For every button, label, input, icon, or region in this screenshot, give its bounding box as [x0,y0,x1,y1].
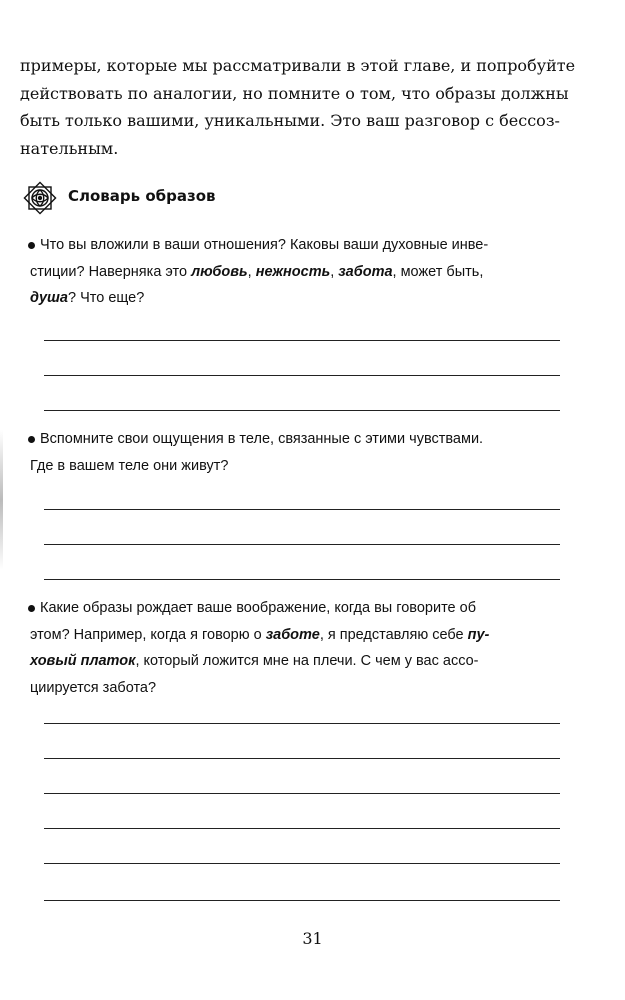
question-1 [30,232,560,312]
intro-line: нательным. [20,138,119,158]
intro-paragraph [20,52,576,162]
ornament-star-icon [20,178,60,218]
intro-line: быть только вашими, уникальными. Это ваш разговор с бессоз- [20,111,560,130]
bullet-icon [28,242,35,249]
answer-line[interactable] [44,375,560,376]
answer-line[interactable] [44,544,560,545]
question-line: Где в вашем теле они живут? [30,457,229,474]
question-2 [30,426,560,479]
answer-line[interactable] [44,758,560,759]
answer-line[interactable] [44,340,560,341]
bullet-icon [28,436,35,443]
answer-line[interactable] [44,863,560,864]
answer-line[interactable] [44,793,560,794]
page-number: 31 [302,929,323,948]
answer-line[interactable] [44,900,560,901]
section-heading [20,178,580,218]
bullet-icon [28,605,35,612]
question-line: циируется забота? [30,679,157,696]
answer-line[interactable] [44,579,560,580]
answer-line[interactable] [44,723,560,724]
question-line: Что вы вложили в ваши отношения? Каковы ваши духовные инве- [40,237,489,253]
question-line: душа? Что еще? [30,290,145,306]
question-line: этом? Например, когда я говорю о заботе, я представляю себе пу- [30,626,490,643]
question-3 [30,595,560,701]
intro-line: действовать по аналогии, но помните о том, что образы должны [20,83,569,103]
page-edge-shadow [0,430,3,570]
question-line: Какие образы рождает ваше воображение, когда вы говорите об [40,600,477,616]
question-line: Вспомните свои ощущения в теле, связанные с этими чувствами. [40,431,484,447]
section-title: Словарь образов [68,187,216,205]
intro-line: примеры, которые мы рассматривали в этой главе, и попробуйте [20,56,576,75]
question-line: ховый платок, который ложится мне на плечи. С чем у вас ассо- [30,653,479,669]
answer-line[interactable] [44,509,560,510]
question-line: стиции? Наверняка это любовь, нежность, забота, может быть, [30,263,484,280]
answer-line[interactable] [44,410,560,411]
answer-line[interactable] [44,828,560,829]
